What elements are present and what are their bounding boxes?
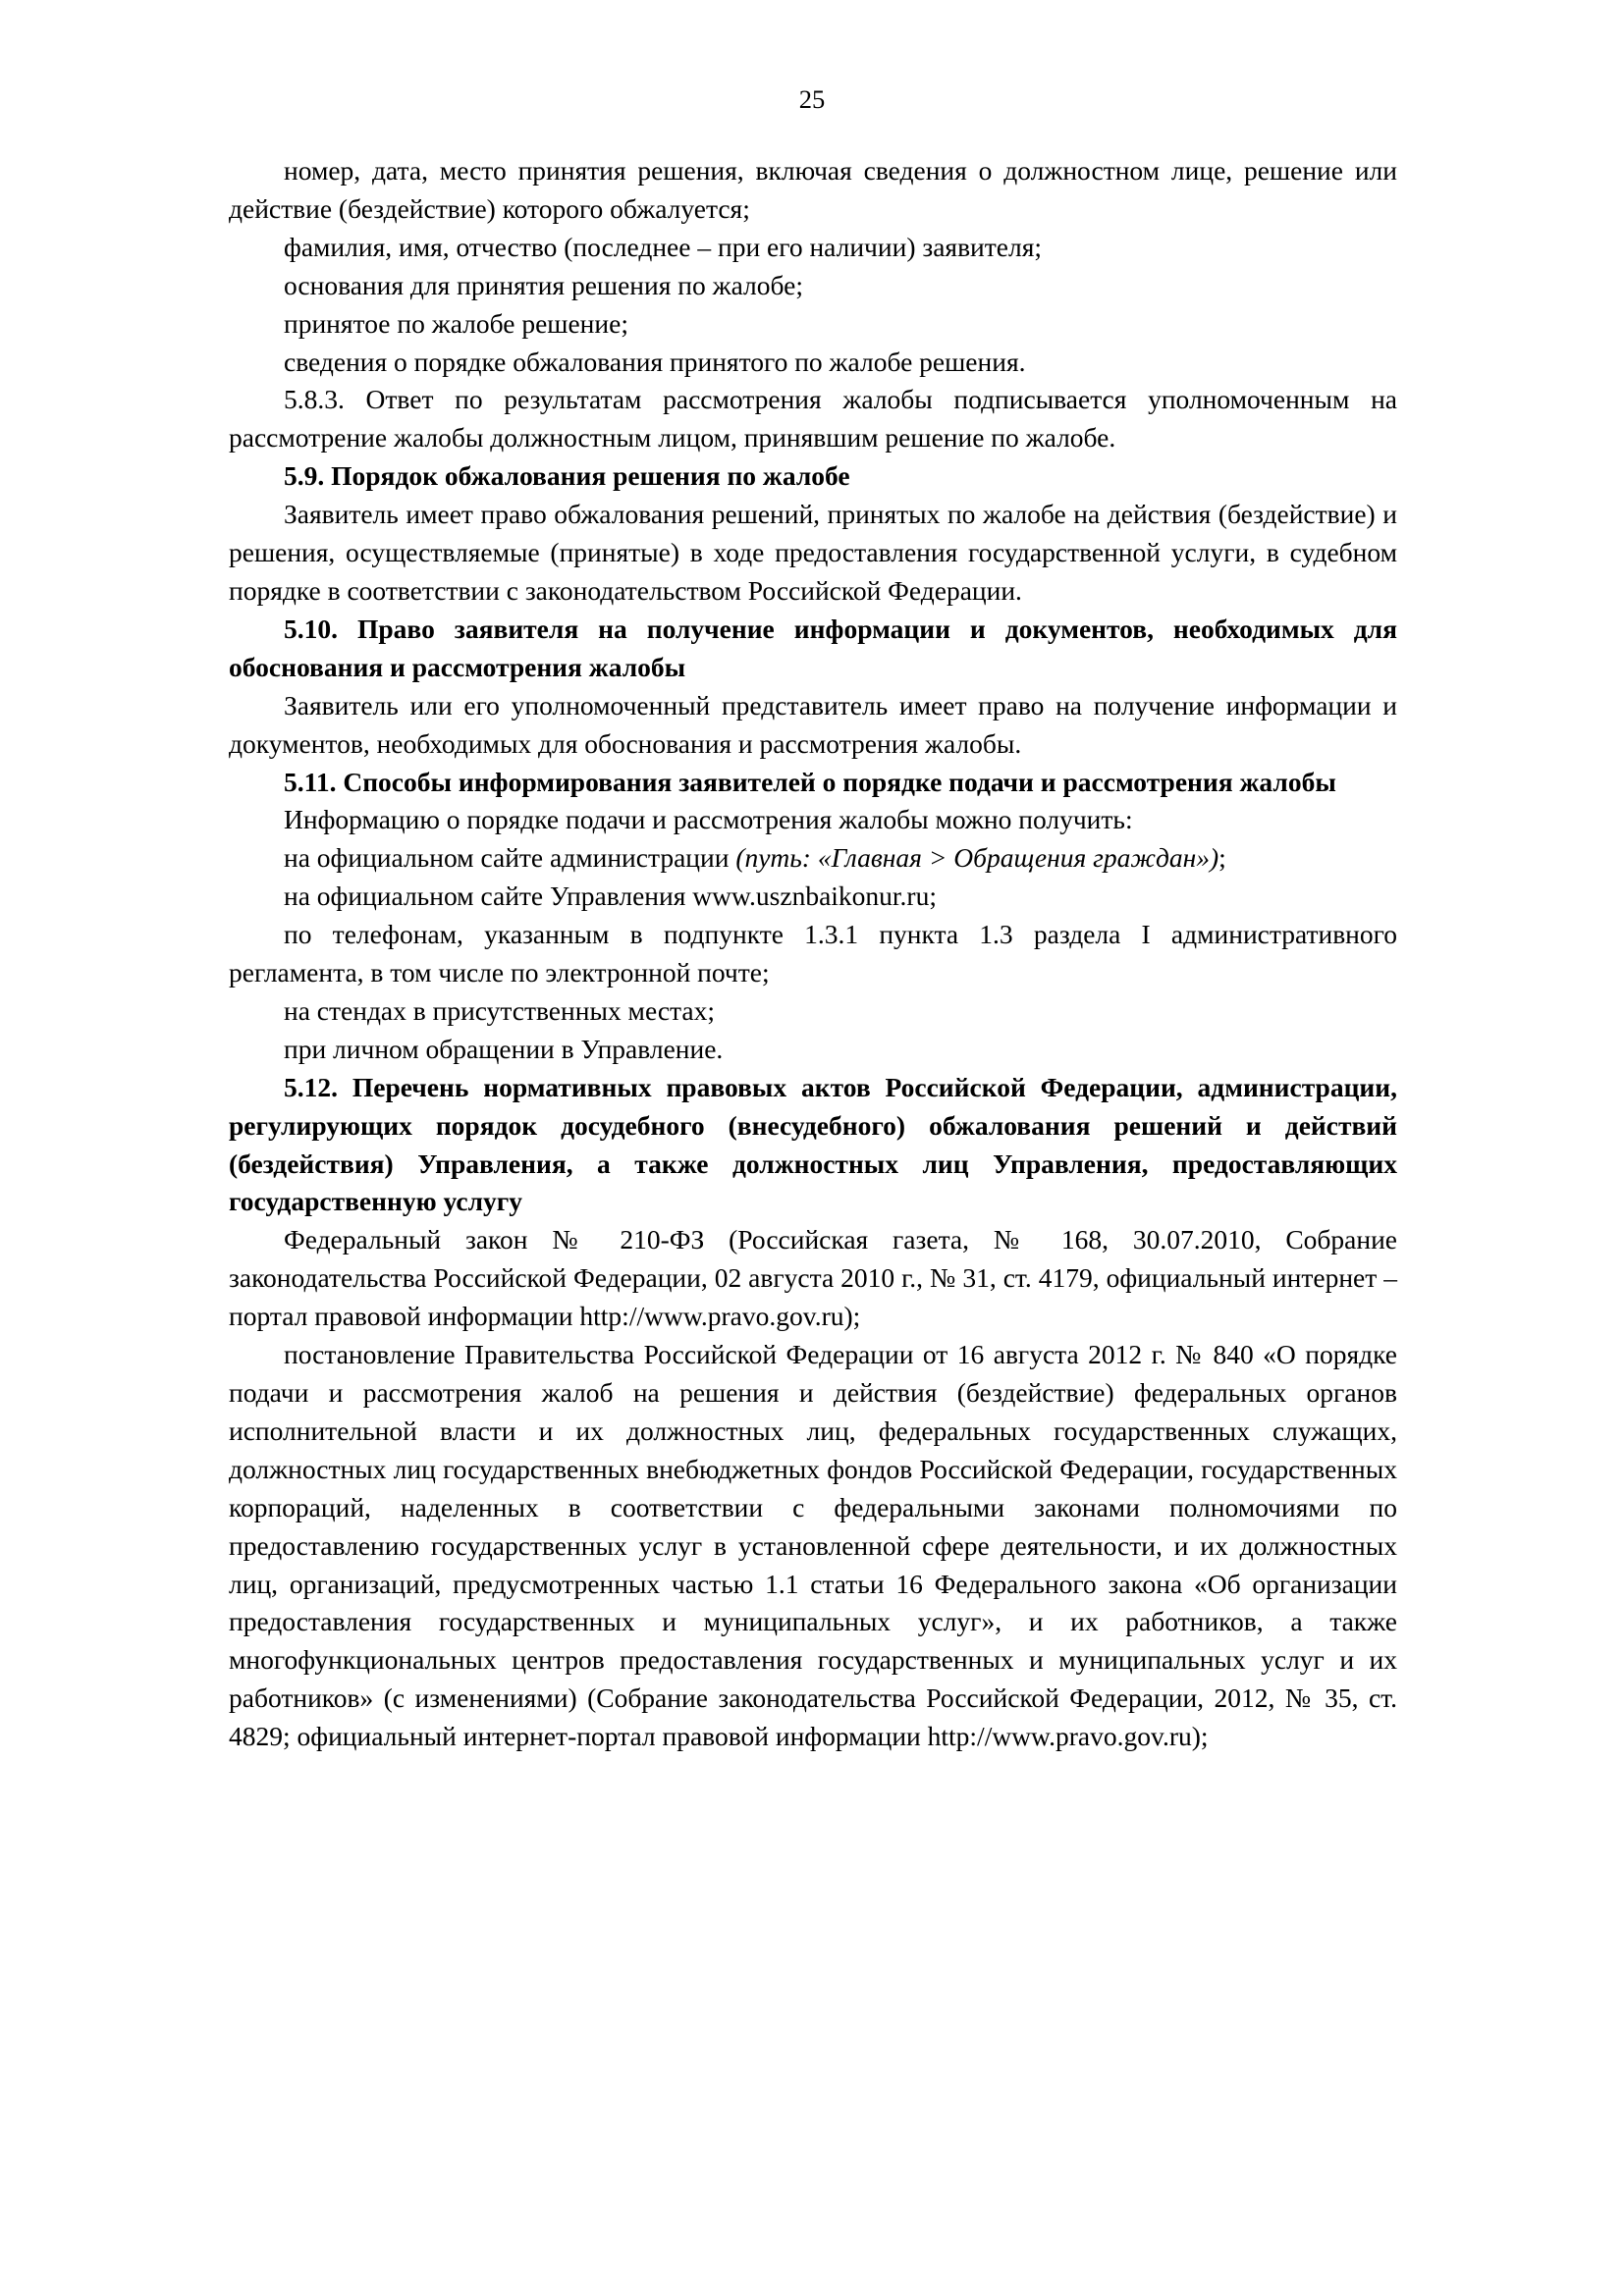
paragraph-text-italic: (путь: «Главная > Обращения граждан»): [735, 842, 1219, 874]
paragraph-text-before: на официальном сайте администрации: [284, 842, 736, 874]
paragraph: номер, дата, место принятия решения, включая сведения о должностном лице, решение или действие (бездействие) которого обжалуется;: [229, 155, 1397, 224]
paragraph: Федеральный закон № 210-ФЗ (Российская газета, № 168, 30.07.2010, Собрание законодательства Российской Федерации, 02 августа 2010 г., № 31, ст. 4179, официальный интернет – портал правовой информации http://www.pravo.gov.ru);: [229, 1224, 1397, 1332]
paragraph: при личном обращении в Управление.: [284, 1033, 724, 1064]
section-heading: 5.10. Право заявителя на получение информации и документов, необходимых для обоснования и рассмотрения жалобы: [229, 613, 1397, 682]
paragraph: фамилия, имя, отчество (последнее – при его наличии) заявителя;: [284, 231, 1043, 262]
paragraph: 5.8.3. Ответ по результатам рассмотрения жалобы подписывается уполномоченным на рассмотрение жалобы должностным лицом, принявшим решение по жалобе.: [229, 384, 1397, 454]
paragraph: Информацию о порядке подачи и рассмотрения жалобы можно получить:: [284, 804, 1133, 835]
paragraph: принятое по жалобе решение;: [284, 307, 628, 339]
paragraph: основания для принятия решения по жалобе;: [284, 269, 803, 300]
paragraph: Заявитель или его уполномоченный представитель имеет право на получение информации и документов, необходимых для обоснования и рассмотрения жалобы.: [229, 689, 1397, 759]
paragraph-mixed: [229, 839, 1397, 878]
page-number: 25: [798, 84, 826, 114]
paragraph: постановление Правительства Российской Федерации от 16 августа 2012 г. № 840 «О порядке подачи и рассмотрения жалоб на решения и действия (бездействие) федеральных органов исполнительной власти и их должностных лиц, федеральных государственных служащих, должностных лиц государственных внебюджетных фондов Российской Федерации, государственных корпораций, наделенных в соответствии с федеральными законами полномочиями по предоставлению государственных услуг в установленной сфере деятельности, и их должностных лиц, организаций, предусмотренных частью 1.1 статьи 16 Федерального закона «Об организации предоставления государственных и муниципальных услуг», и их работников, а также многофункциональных центров предоставления государственных и муниципальных услуг и их работников» (с изменениями) (Собрание законодательства Российской Федерации, 2012, № 35, ст. 4829; официальный интернет-портал правовой информации http://www.pravo.gov.ru);: [229, 1339, 1397, 1752]
paragraph: на стендах в присутственных местах;: [284, 994, 715, 1026]
paragraph: на официальном сайте Управления www.usznbaikonur.ru;: [284, 881, 937, 912]
section-heading: 5.11. Способы информирования заявителей о порядке подачи и рассмотрения жалобы: [284, 766, 1336, 797]
document-body: [229, 152, 1397, 1756]
section-heading: 5.12. Перечень нормативных правовых актов Российской Федерации, администрации, регулирующих порядок досудебного (внесудебного) обжалования решений и действий (бездействия) Управления, а также должностных лиц Управления, предоставляющих государственную услугу: [229, 1071, 1397, 1217]
section-heading: 5.9. Порядок обжалования решения по жалобе: [284, 460, 850, 492]
paragraph: Заявитель имеет право обжалования решений, принятых по жалобе на действия (бездействие) и решения, осуществляемые (принятые) в ходе предоставления государственной услуги, в судебном порядке в соответствии с законодательством Российской Федерации.: [229, 499, 1397, 606]
paragraph: сведения о порядке обжалования принятого по жалобе решения.: [284, 346, 1026, 377]
paragraph: по телефонам, указанным в подпункте 1.3.1 пункта 1.3 раздела I административного регламента, в том числе по электронной почте;: [229, 919, 1397, 988]
paragraph-text-after: ;: [1218, 842, 1226, 874]
